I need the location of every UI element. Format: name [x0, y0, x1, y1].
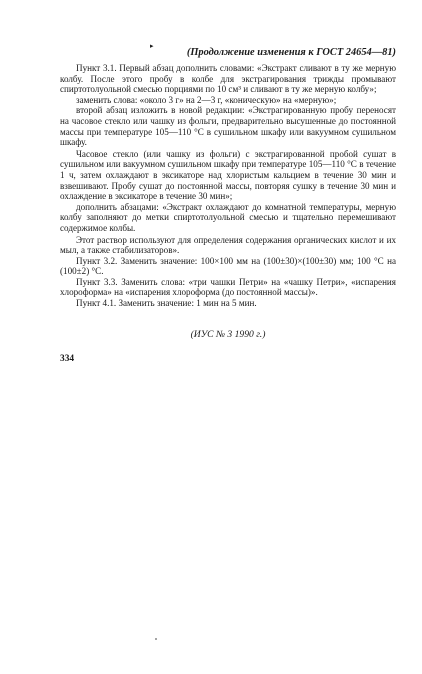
paragraph-item-3-3: Пункт 3.3. Заменить слова: «три чашки Петри» на «чашку Петри», «испарения хлороформа» на «испарения хлороформа (до постоянной массы)». [60, 276, 396, 298]
document-body [60, 63, 396, 309]
scan-speck [155, 638, 157, 640]
paragraph-item-4-1: Пункт 4.1. Заменить значение: 1 мин на 5 мин. [76, 298, 257, 309]
paragraph-add-abzac: дополнить абзацами: «Экстракт охлаждают до комнатной температуры, мерную колбу заполняют до метки спиртотолуольной смесью и тщательно перемешивают содержимое колбы. [60, 201, 396, 233]
margin-mark: ▸ [150, 42, 154, 50]
source-reference: (ИУС № 3 1990 г.) [190, 329, 266, 340]
paragraph-replace-words: заменить слова: «около 3 г» на 2—3 г, «коническую» на «мерную»; [76, 94, 337, 105]
paragraph-solution-use: Этот раствор используют для определения содержания органических кислот и их мыл, а также стабилизаторов». [60, 234, 396, 256]
paragraph-item-3-2: Пункт 3.2. Заменить значение: 100×100 мм на (100±30)×(100±30) мм; 100 °С на (100±2) °С. [60, 255, 396, 277]
paragraph-second-abzac: второй абзац изложить в новой редакции: «Экстрагированную пробу переносят на часовое стекло или чашку из фольги, предварительно высушенные до постоянной массы при температуре 105—110 °С в сушильном шкафу или вакуумном сушильном шкафу. [60, 105, 396, 148]
continuation-header: (Продолжение изменения к ГОСТ 24654—81) [186, 47, 396, 58]
paragraph-item-3-1: Пункт 3.1. Первый абзац дополнить словами: «Экстракт сливают в ту же мерную колбу. После этого пробу в колбе для экстрагирования трижды промывают спиртотолуольной смесью порциями по 10 см³ и сливают в ту же мерную колбу»; [60, 63, 396, 95]
paragraph-watch-glass: Часовое стекло (или чашку из фольги) с экстрагированной пробой сушат в сушильном или вакуумном сушильном шкафу при температуре 105—110 °С в течение 1 ч, затем охлаждают в эксикаторе над хлористым кальцием в течение 30 мин и взвешивают. Пробу сушат до постоянной массы, повторяя сушку в течение 30 мин и охлаждение в эксикаторе в течение 30 мин»; [60, 148, 396, 202]
page-number: 334 [60, 354, 75, 364]
